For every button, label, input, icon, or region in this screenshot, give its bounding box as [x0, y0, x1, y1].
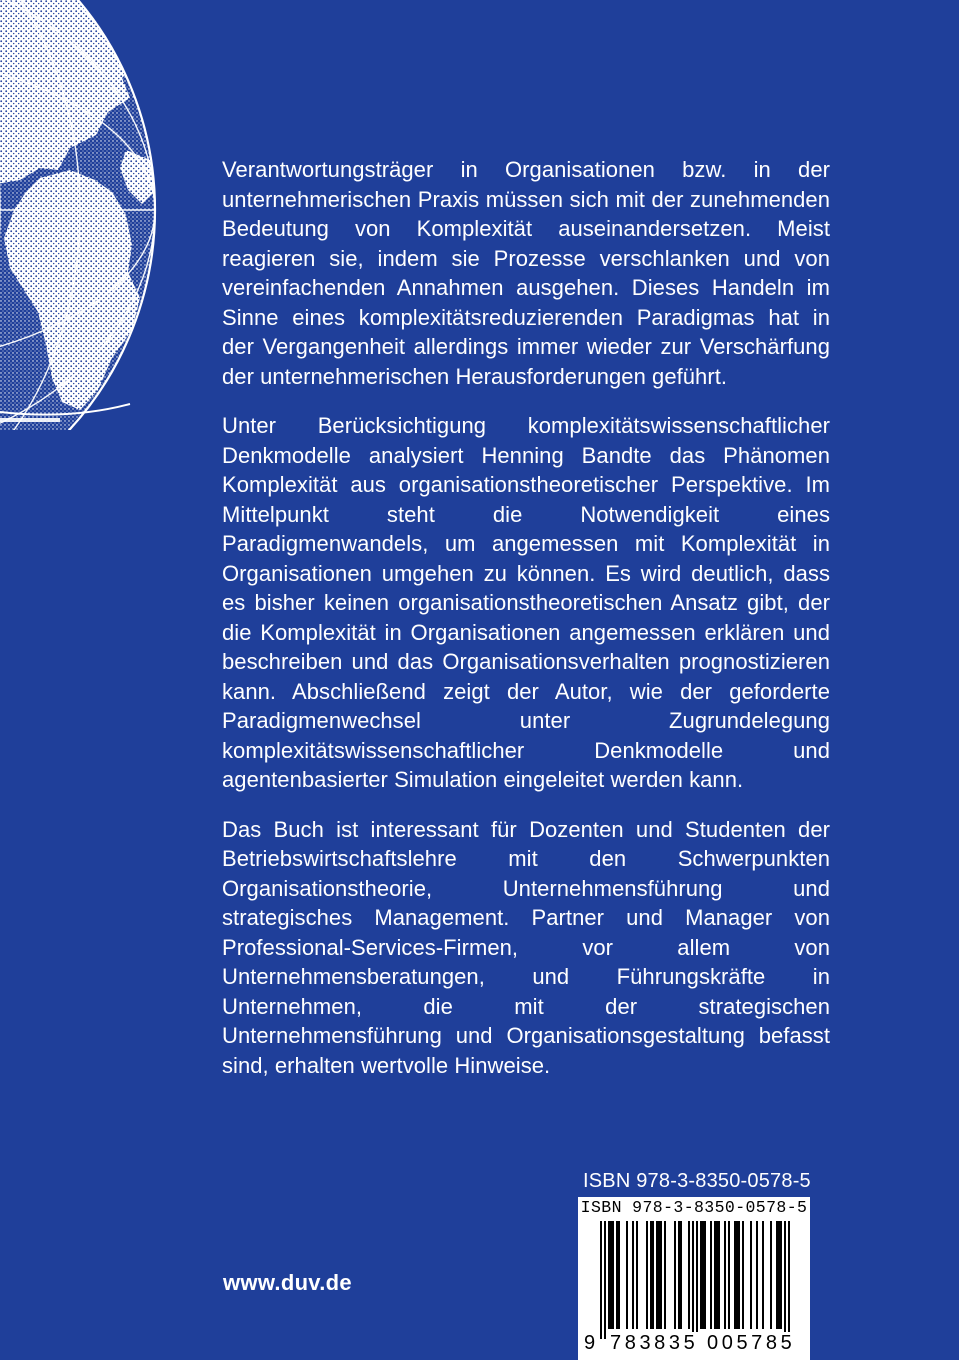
barcode-bar [660, 1221, 662, 1329]
barcode-bar [646, 1221, 648, 1329]
barcode-bar [608, 1221, 610, 1329]
barcode-bar [702, 1221, 704, 1329]
publisher-website[interactable]: www.duv.de [223, 1270, 352, 1295]
barcode-bar [664, 1221, 666, 1329]
barcode-bar [788, 1221, 790, 1339]
barcode-bar [652, 1221, 654, 1329]
barcode-bar [600, 1221, 602, 1339]
barcode-bar [780, 1221, 782, 1329]
barcode-bar [738, 1221, 740, 1329]
barcode-icon [586, 1221, 802, 1341]
barcode-digits [578, 1330, 810, 1358]
barcode-digit-first: 9 [584, 1332, 596, 1354]
barcode-bar [616, 1221, 618, 1329]
barcode-bar [762, 1221, 764, 1329]
barcode-bar [704, 1221, 706, 1329]
barcode-bar [692, 1221, 694, 1339]
barcode-bar [716, 1221, 718, 1329]
barcode-bar [778, 1221, 780, 1329]
barcode [578, 1197, 810, 1360]
barcode-bar [736, 1221, 738, 1329]
barcode-digits-left: 783835 [610, 1332, 699, 1354]
barcode-bar [724, 1221, 726, 1329]
barcode-bar [632, 1221, 634, 1329]
blurb-paragraph-2: Unter Berücksichtigung komplexitätswissenschaftlicher Denkmodelle analysiert Henning Bandte das Phänomen Komplexität aus organisationstheoretischer Perspektive. Im Mittelpunkt steht die Notwendigkeit eines Paradigmenwandels, um angemessen mit Komplexität in Organisationen umgehen zu können. Es wird deutlich, dass es bisher keinen organisationstheoretischen Ansatz gibt, der die Komplexität in Organisationen angemessen erklären und beschreiben und das Organisationsverhalten prognostizieren kann. Abschließend zeigt der Autor, wie der geforderte Paradigmenwechsel unter Zugrundelegung komplexitätswissenschaftlicher Denkmodelle und agentenbasierter Simulation eingeleitet werden kann. [222, 413, 830, 792]
barcode-bar [636, 1221, 638, 1329]
barcode-bar [714, 1221, 716, 1329]
barcode-bar [718, 1221, 720, 1329]
barcode-bar [700, 1221, 702, 1329]
barcode-bar [742, 1221, 744, 1329]
globe-illustration [0, 0, 160, 430]
barcode-bar [658, 1221, 660, 1329]
barcode-bar [696, 1221, 698, 1339]
barcode-bar [604, 1221, 606, 1339]
barcode-bar [728, 1221, 730, 1329]
barcode-bar [618, 1221, 620, 1329]
barcode-bar [612, 1221, 614, 1329]
barcode-bar [710, 1221, 712, 1329]
barcode-bar [776, 1221, 778, 1329]
barcode-bar [674, 1221, 676, 1329]
barcode-bar [756, 1221, 758, 1329]
barcode-bar [656, 1221, 658, 1329]
barcode-isbn-text: ISBN 978-3-8350-0578-5 [580, 1198, 808, 1217]
barcode-bar [734, 1221, 736, 1329]
isbn-label: ISBN 978-3-8350-0578-5 [583, 1170, 811, 1192]
barcode-bar [770, 1221, 772, 1329]
barcode-bar [688, 1221, 690, 1329]
barcode-bar [678, 1221, 680, 1329]
barcode-bar [750, 1221, 752, 1329]
barcode-bar [650, 1221, 652, 1329]
barcode-bar [626, 1221, 628, 1329]
barcode-bar [680, 1221, 682, 1329]
blurb-text [222, 155, 830, 1100]
globe-icon [0, 0, 160, 430]
blurb-paragraph-1: Verantwortungsträger in Organisationen bzw. in der unternehmerischen Praxis müssen sich mit der zunehmenden Bedeutung von Komplexität auseinandersetzen. Meist reagieren sie, indem sie Prozesse verschlanken und von vereinfachenden Annahmen ausgehen. Dieses Handeln im Sinne eines komplexitätsreduzierenden Paradigmas hat in der Vergangenheit allerdings immer wieder zur Verschärfung der unternehmerischen Herausforderungen geführt. [222, 157, 830, 389]
barcode-digits-right: 005785 [707, 1332, 796, 1354]
barcode-bar [610, 1221, 612, 1329]
blurb-paragraph-3: Das Buch ist interessant für Dozenten und Studenten der Betriebswirtschaftslehre mit den Schwerpunkten Organisationstheorie, Unternehmensführung und strategisches Management. Partner und Manager von Professional-Services-Firmen, vor allem von Unternehmensberatungen, und Führungskräfte in Unternehmen, die mit der strategischen Unternehmensführung und Organisationsgestaltung befasst sind, erhalten wertvolle Hinweise. [222, 816, 830, 1078]
barcode-bar [784, 1221, 786, 1339]
